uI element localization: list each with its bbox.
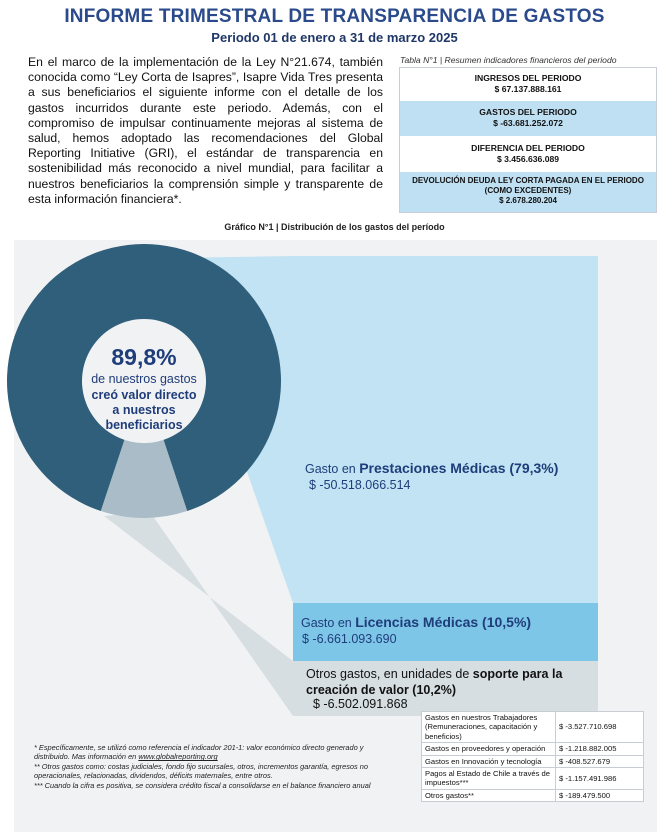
licencias-name: Licencias Médicas (10,5%) bbox=[355, 614, 532, 630]
projection-band-bottom bbox=[104, 512, 293, 716]
summary-label: INGRESOS DEL PERIODO bbox=[474, 73, 582, 83]
summary-value: $ 67.137.888.161 bbox=[494, 84, 562, 94]
gri-link[interactable]: www.globalreporting.org bbox=[138, 752, 218, 762]
donut-caption-line4: beneficiarios bbox=[105, 418, 183, 432]
expense-label: Gastos en nuestros Trabajadores (Remuneraciones, capacitación y beneficios) bbox=[422, 712, 556, 743]
table1-caption: Tabla N°1 | Resumen indicadores financieros del periodo bbox=[400, 55, 617, 65]
chart-caption: Gráfico N°1 | Distribución de los gastos del período bbox=[224, 222, 445, 232]
prestaciones-box bbox=[293, 256, 598, 603]
donut-caption-line3: a nuestros bbox=[112, 403, 176, 417]
footnote-3: *** Cuando la cifra es positiva, se considera crédito fiscal a consolidarse en el balance financiero anual bbox=[34, 780, 371, 790]
footnote-2: ** Otros gastos como: costas judiciales, fondo fijo sucursales, otros, incrementos garantía, egresos no operacionales, relacionadas, dividendos, déficits maternales, entre otros. bbox=[34, 761, 368, 781]
licencias-value: $ -6.661.093.690 bbox=[302, 632, 397, 646]
expense-label: Pagos al Estado de Chile a través de impuestos*** bbox=[422, 768, 556, 790]
expense-value: $ -1.157.491.986 bbox=[556, 768, 644, 790]
donut-caption-line1: de nuestros gastos bbox=[91, 372, 197, 386]
expense-label: Otros gastos** bbox=[422, 789, 556, 801]
other-expenses-table bbox=[421, 711, 644, 802]
otros-percent: (10,2%) bbox=[408, 683, 457, 697]
expense-value: $ -3.527.710.698 bbox=[556, 712, 644, 743]
prestaciones-label bbox=[305, 460, 558, 476]
summary-value: $ -63.681.252.072 bbox=[493, 118, 563, 128]
expense-value: $ -1.218.882.005 bbox=[556, 743, 644, 755]
summary-value: $ 2.678.280.204 bbox=[499, 196, 557, 205]
footnotes bbox=[34, 743, 396, 790]
footnote-1 bbox=[34, 743, 396, 762]
table-row bbox=[422, 743, 644, 755]
otros-bold: soporte para la creación de valor bbox=[306, 667, 563, 697]
expense-value: $ -408.527.679 bbox=[556, 755, 644, 767]
summary-value: $ 3.456.636.089 bbox=[496, 154, 560, 164]
report-title: INFORME TRIMESTRAL DE TRANSPARENCIA DE GASTOS bbox=[64, 6, 605, 27]
table-row bbox=[422, 789, 644, 801]
summary-label: DIFERENCIA DEL PERIODO bbox=[471, 143, 585, 153]
prestaciones-prefix: Gasto en bbox=[305, 462, 360, 476]
expense-label: Gastos en Innovación y tecnología bbox=[422, 755, 556, 767]
otros-prefix: Otros gastos, en unidades de bbox=[306, 667, 473, 681]
otros-label bbox=[306, 666, 596, 698]
expense-value: $ -189.479.500 bbox=[556, 789, 644, 801]
licencias-label bbox=[301, 614, 531, 630]
intro-paragraph: En el marco de la implementación de la Ley N°21.674, también conocida como “Ley Corta de Isapres”, Isapre Vida Tres presenta a sus beneficiarios el siguiente informe con el detalle de los gastos incurridos durante este periodo. Además, con el compromiso de impulsar continuamente mejoras al sistema de salud, hemos adoptado las recomendaciones del Global Reporting Initiative (GRI), el estándar de transparencia en sostenibilidad más reconocido a nivel mundial, para facilitar a nuestros beneficiarios la comprensión simple y transparente de esta información financiera*. bbox=[28, 55, 383, 206]
otros-value: $ -6.502.091.868 bbox=[313, 697, 408, 711]
summary-label: DEVOLUCIÓN DEUDA LEY CORTA PAGADA EN EL PERIODO bbox=[412, 176, 644, 185]
licencias-prefix: Gasto en bbox=[301, 616, 356, 630]
summary-label-sub: (COMO EXCEDENTES) bbox=[484, 186, 572, 195]
prestaciones-name: Prestaciones Médicas (79,3%) bbox=[359, 460, 559, 476]
donut-percent: 89,8% bbox=[111, 344, 177, 370]
footnote-1-text: * Específicamente, se utilizó como referencia el indicador 201-1: valor económico directo generado y distribuido. Mas información en bbox=[34, 743, 364, 762]
table-row bbox=[422, 712, 644, 743]
report-period: Periodo 01 de enero a 31 de marzo 2025 bbox=[211, 30, 458, 45]
donut-caption-line2: creó valor directo bbox=[91, 388, 197, 402]
table-row bbox=[422, 768, 644, 790]
prestaciones-value: $ -50.518.066.514 bbox=[309, 478, 411, 492]
expense-label: Gastos en proveedores y operación bbox=[422, 743, 556, 755]
table-row bbox=[422, 755, 644, 767]
donut-caption-bold bbox=[60, 388, 228, 433]
summary-label: GASTOS DEL PERIODO bbox=[479, 107, 577, 117]
